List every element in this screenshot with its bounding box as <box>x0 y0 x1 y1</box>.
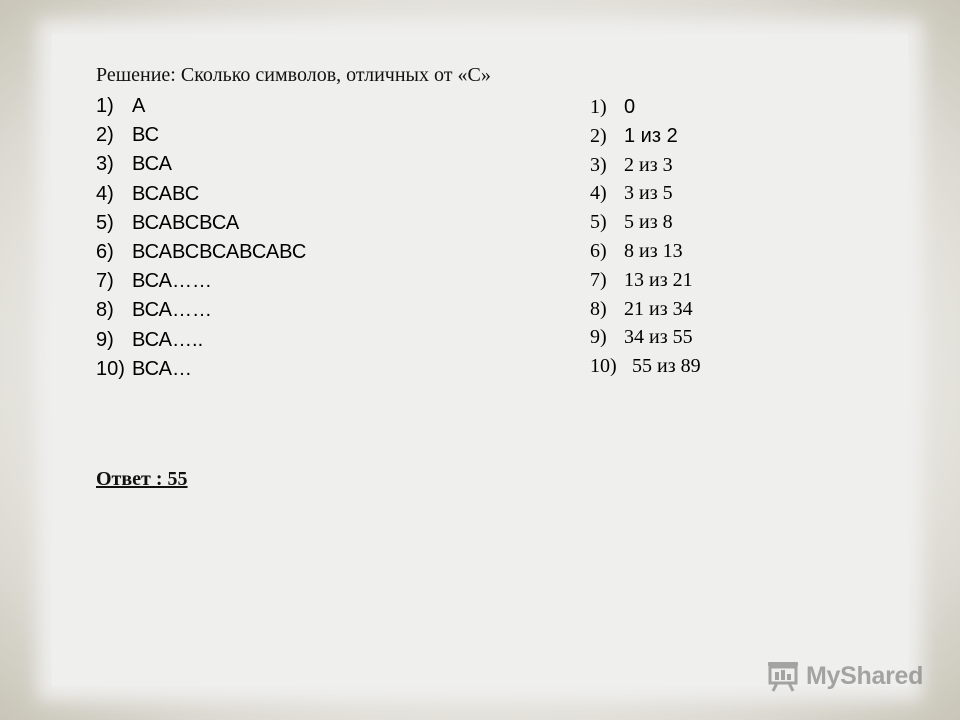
presentation-board-icon <box>766 659 800 693</box>
item-number: 2) <box>590 124 607 147</box>
item-string: ВСАВСВСА <box>132 211 240 234</box>
item-number: 10) <box>96 357 125 380</box>
myshared-watermark <box>766 656 923 696</box>
item-number: 6) <box>590 239 607 262</box>
item-number: 4) <box>96 182 114 205</box>
item-number: 6) <box>96 240 114 263</box>
item-number: 2) <box>96 124 114 147</box>
item-number: 5) <box>590 211 607 234</box>
item-number: 5) <box>96 211 114 234</box>
item-count: 13 из 21 <box>624 268 693 291</box>
item-count: 34 из 55 <box>624 326 693 349</box>
item-number: 9) <box>590 326 607 349</box>
item-number: 4) <box>590 182 607 205</box>
item-string: ВСА….. <box>132 328 204 351</box>
watermark-text: MyShared <box>806 661 924 690</box>
item-count: 3 из 5 <box>624 182 673 205</box>
item-string: ВСА… <box>132 357 193 380</box>
item-number: 8) <box>96 299 114 322</box>
item-string: ВСА…… <box>132 270 213 293</box>
item-string: ВСАВСВСАВСАВС <box>132 240 307 263</box>
item-number: 10) <box>590 355 617 378</box>
item-string: ВСА…… <box>132 299 213 322</box>
item-number: 7) <box>590 268 607 291</box>
solution-heading: Решение: Сколько символов, отличных от «С» <box>96 64 491 86</box>
item-number: 8) <box>590 297 607 320</box>
item-count: 2 из 3 <box>624 153 673 176</box>
item-count: 55 из 89 <box>632 355 701 378</box>
item-string: ВСА <box>132 153 173 176</box>
item-number: 7) <box>96 270 114 293</box>
item-count: 1 из 2 <box>624 124 678 147</box>
item-string: ВСАВС <box>132 182 200 205</box>
item-number: 3) <box>590 153 607 176</box>
answer-text: Ответ : 55 <box>96 468 188 490</box>
item-number: 3) <box>96 153 114 176</box>
item-count: 8 из 13 <box>624 239 683 262</box>
item-number: 9) <box>96 328 114 351</box>
item-count: 0 <box>624 96 636 118</box>
item-number: 1) <box>96 95 114 117</box>
item-count: 5 из 8 <box>624 211 673 234</box>
item-count: 21 из 34 <box>624 297 693 320</box>
item-string: А <box>132 95 146 117</box>
item-string: ВС <box>132 124 160 147</box>
item-number: 1) <box>590 96 607 118</box>
